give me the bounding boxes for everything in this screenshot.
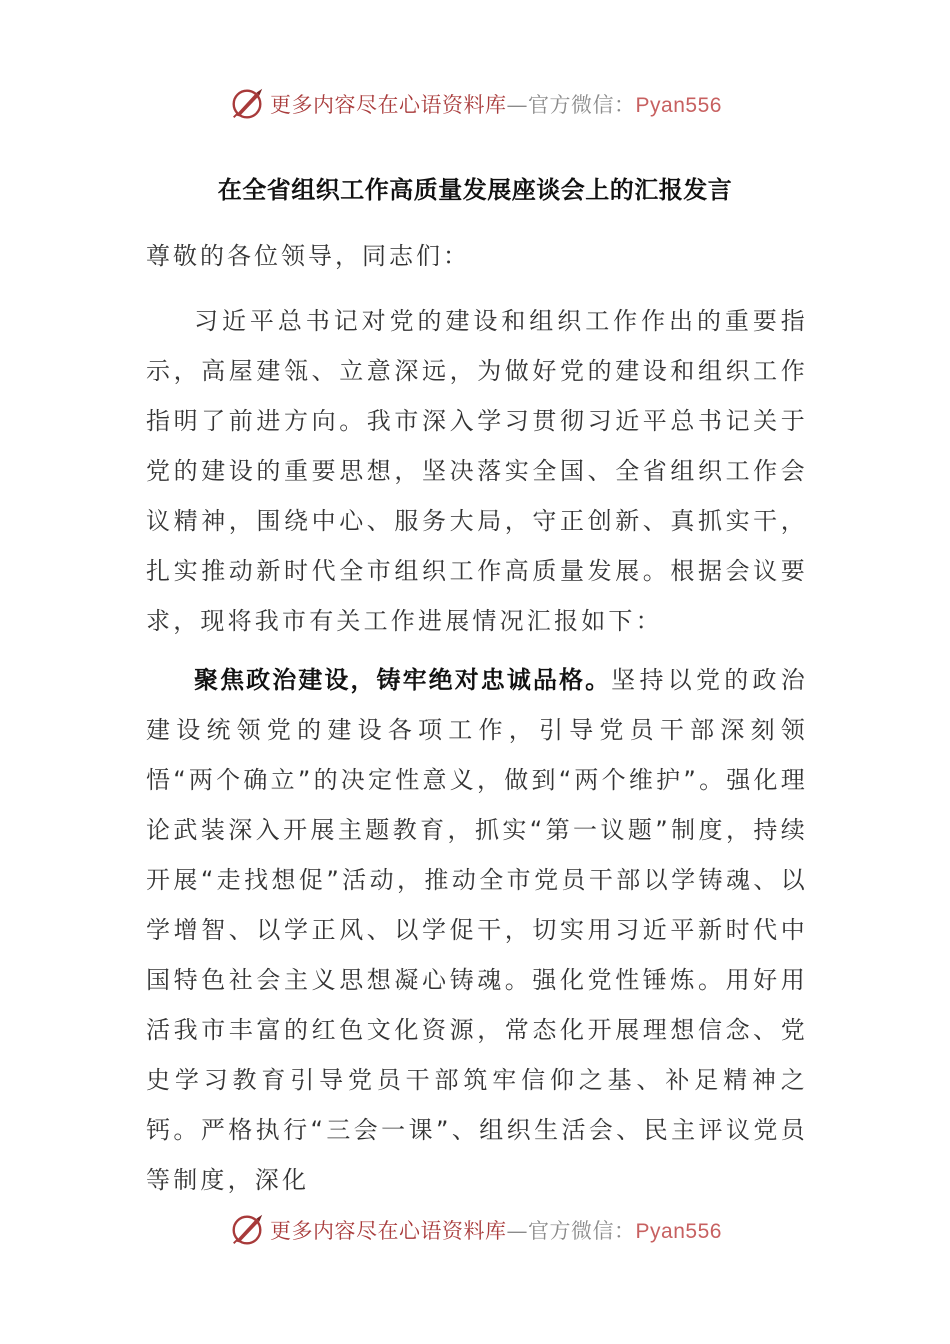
paragraph-1: 习近平总书记对党的建设和组织工作作出的重要指示，高屋建瓴、立意深远，为做好党的建设和组织工作指明了前进方向。我市深入学习贯彻习近平总书记关于党的建设的重要思想，坚决落实全国、全省组织工作会议精神，围绕中心、服务大局，守正创新、真抓实干，扎实推动新时代全市组织工作高质量发展。根据会议要求，现将我市有关工作进展情况汇报如下： xyxy=(146,307,808,635)
banner-wechat-label: 官方微信： xyxy=(528,93,636,117)
banner-main-text: 更多内容尽在心语资料库 xyxy=(270,93,507,117)
banner-dash: — xyxy=(506,1219,529,1243)
quill-pen-logo-icon xyxy=(228,1211,266,1249)
paragraph-2-lead: 聚焦政治建设，铸牢绝对忠诚品格。 xyxy=(194,666,612,694)
quill-pen-logo-icon xyxy=(228,85,266,123)
banner-dash: — xyxy=(506,93,529,117)
banner-text xyxy=(270,89,722,119)
document-salutation: 尊敬的各位领导，同志们： xyxy=(146,242,470,270)
banner-text xyxy=(270,1215,722,1245)
header-banner xyxy=(0,82,950,126)
paragraph-2-body: 坚持以党的政治建设统领党的建设各项工作，引导党员干部深刻领悟“两个确立”的决定性意义，做到“两个维护”。强化理论武装深入开展主题教育，抓实“第一议题”制度，持续开展“走找想促”活动，推动全市党员干部以学铸魂、以学增智、以学正风、以学促干，切实用习近平新时代中国特色社会主义思想凝心铸魂。强化党性锤炼。用好用活我市丰富的红色文化资源，常态化开展理想信念、党史学习教育引导党员干部筑牢信仰之基、补足精神之钙。严格执行“三会一课”、组织生活会、民主评议党员等制度，深化 xyxy=(146,666,809,1194)
banner-wechat-label: 官方微信： xyxy=(528,1219,636,1243)
footer-banner xyxy=(0,1208,950,1252)
paragraph-2 xyxy=(146,655,808,1205)
banner-wechat-id: Pyan556 xyxy=(635,94,722,117)
banner-main-text: 更多内容尽在心语资料库 xyxy=(270,1219,507,1243)
document-title: 在全省组织工作高质量发展座谈会上的汇报发言 xyxy=(217,176,733,204)
banner-wechat-id: Pyan556 xyxy=(635,1220,722,1243)
